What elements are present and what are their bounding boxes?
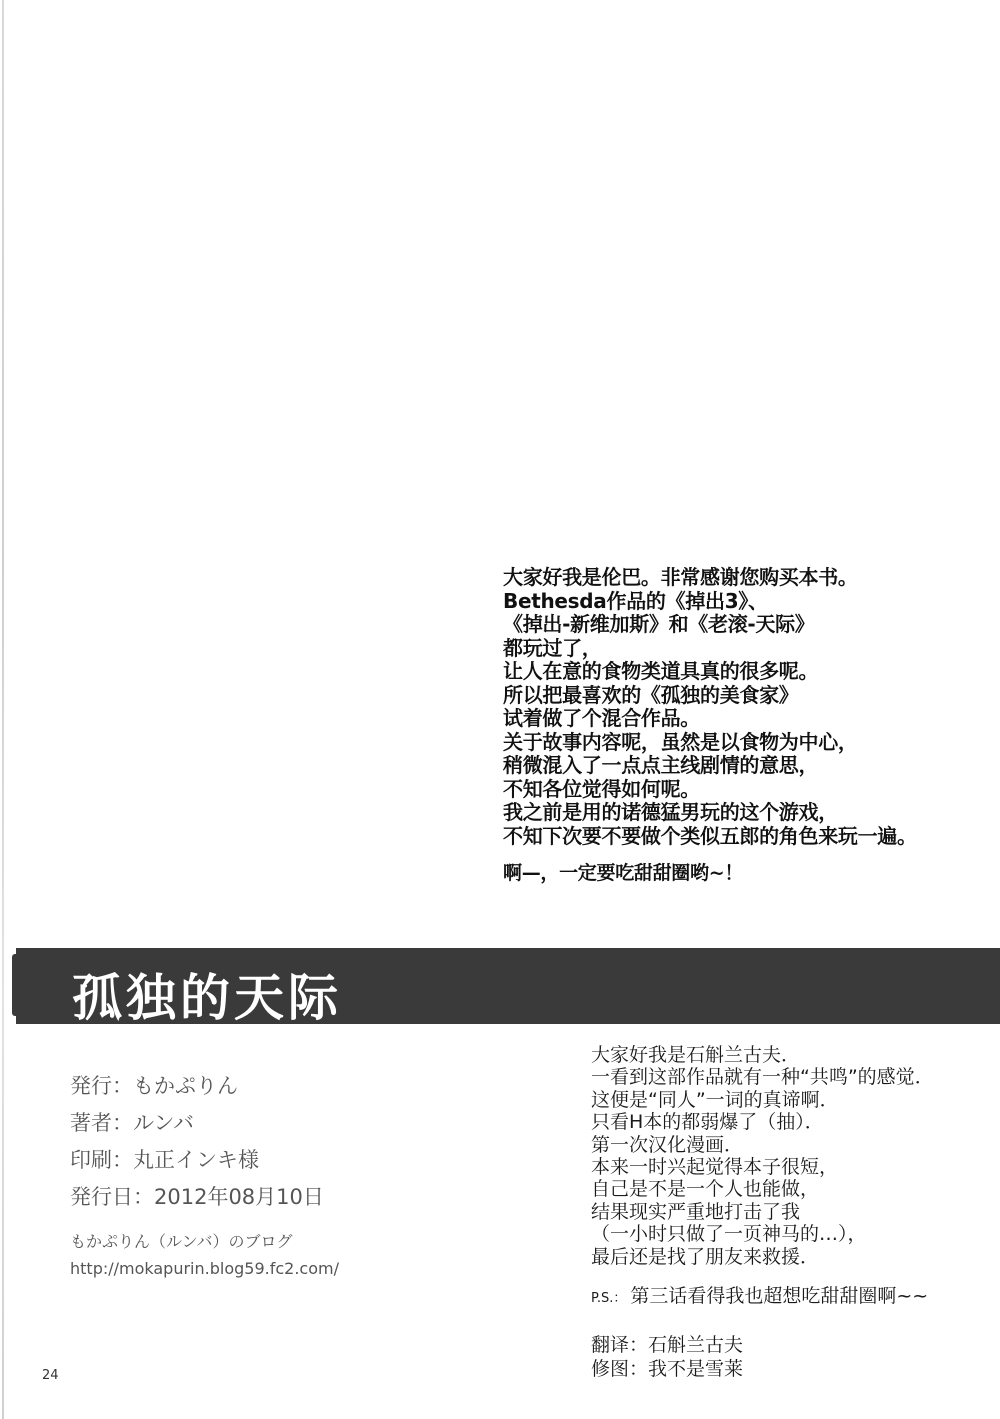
translator-note-line: 最后还是找了朋友来救援． xyxy=(591,1245,820,1268)
author-note-closing: 啊—，一定要吃甜甜圈哟~！ xyxy=(503,862,744,884)
author-note-line: 我之前是用的诺德猛男玩的这个游戏， xyxy=(503,800,838,824)
translator-postscript xyxy=(591,1285,991,1310)
author-note-line: 大家好我是伦巴。非常感谢您购买本书。 xyxy=(503,565,858,589)
translator-note-line: 本来一时兴起觉得本子很短， xyxy=(591,1156,839,1179)
author-note-line: 稍微混入了一点点主线剧情的意思， xyxy=(503,753,819,777)
author-note-line: 让人在意的食物类道具真的很多呢。 xyxy=(503,659,819,683)
colophon-blog-name: もかぷりん（ルンバ）のブログ xyxy=(70,1232,293,1251)
translator-note-line: 第一次汉化漫画． xyxy=(591,1133,744,1156)
book-title: 孤独的天际 xyxy=(72,969,342,1027)
page-edge-line xyxy=(2,0,4,1419)
translator-note xyxy=(591,1044,991,1310)
author-note-line: 不知各位觉得如何呢。 xyxy=(503,776,700,801)
author-note-line: 试着做了个混合作品。 xyxy=(503,706,700,730)
postscript-text: 第三话看得我也超想吃甜甜圈啊~~ xyxy=(630,1285,929,1308)
colophon xyxy=(70,1068,339,1282)
translation-credits xyxy=(591,1333,743,1381)
author-note-line: 《掉出-新维加斯》和《老滚-天际》 xyxy=(503,612,815,636)
postscript-label: P.S.： xyxy=(591,1291,627,1307)
translator-note-line: 这便是“同人”一词的真谛啊． xyxy=(591,1088,839,1111)
colophon-blog-url: http://mokapurin.blog59.fc2.com/ xyxy=(70,1259,339,1278)
colophon-publisher: 発行：もかぷりん xyxy=(70,1074,238,1098)
author-afterword xyxy=(503,566,993,886)
translator-note-line: 大家好我是石斛兰古夫． xyxy=(591,1044,801,1066)
translator-note-line: 一看到这部作品就有一种“共鸣”的感觉． xyxy=(591,1066,934,1089)
credit-translation: 翻译：石斛兰古夫 xyxy=(591,1334,744,1356)
title-banner xyxy=(16,948,1000,1027)
colophon-printer: 印刷：丸正インキ様 xyxy=(70,1148,259,1172)
credit-retouch: 修图：我不是雪莱 xyxy=(591,1358,744,1380)
author-note-line: 都玩过了， xyxy=(503,635,602,660)
author-note-line: 所以把最喜欢的《孤独的美食家》 xyxy=(503,682,799,707)
author-note-line: Bethesda作品的《掉出3》、 xyxy=(503,588,768,613)
translator-note-line: 自己是不是一个人也能做， xyxy=(591,1178,820,1201)
author-note-line: 不知下次要不要做个类似五郎的角色来玩一遍。 xyxy=(503,823,917,848)
translator-note-line: 只看H本的都弱爆了（抽）． xyxy=(591,1111,824,1134)
author-note-line: 关于故事内容呢，虽然是以食物为中心， xyxy=(503,729,858,754)
translator-note-line: （一小时只做了一页神马的…）， xyxy=(591,1223,867,1246)
translator-note-line: 结果现实严重地打击了我 xyxy=(591,1200,801,1223)
colophon-author: 著者：ルンバ xyxy=(70,1111,195,1135)
page-number: 24 xyxy=(42,1368,59,1383)
colophon-date: 発行日：2012年08月10日 xyxy=(70,1185,324,1209)
